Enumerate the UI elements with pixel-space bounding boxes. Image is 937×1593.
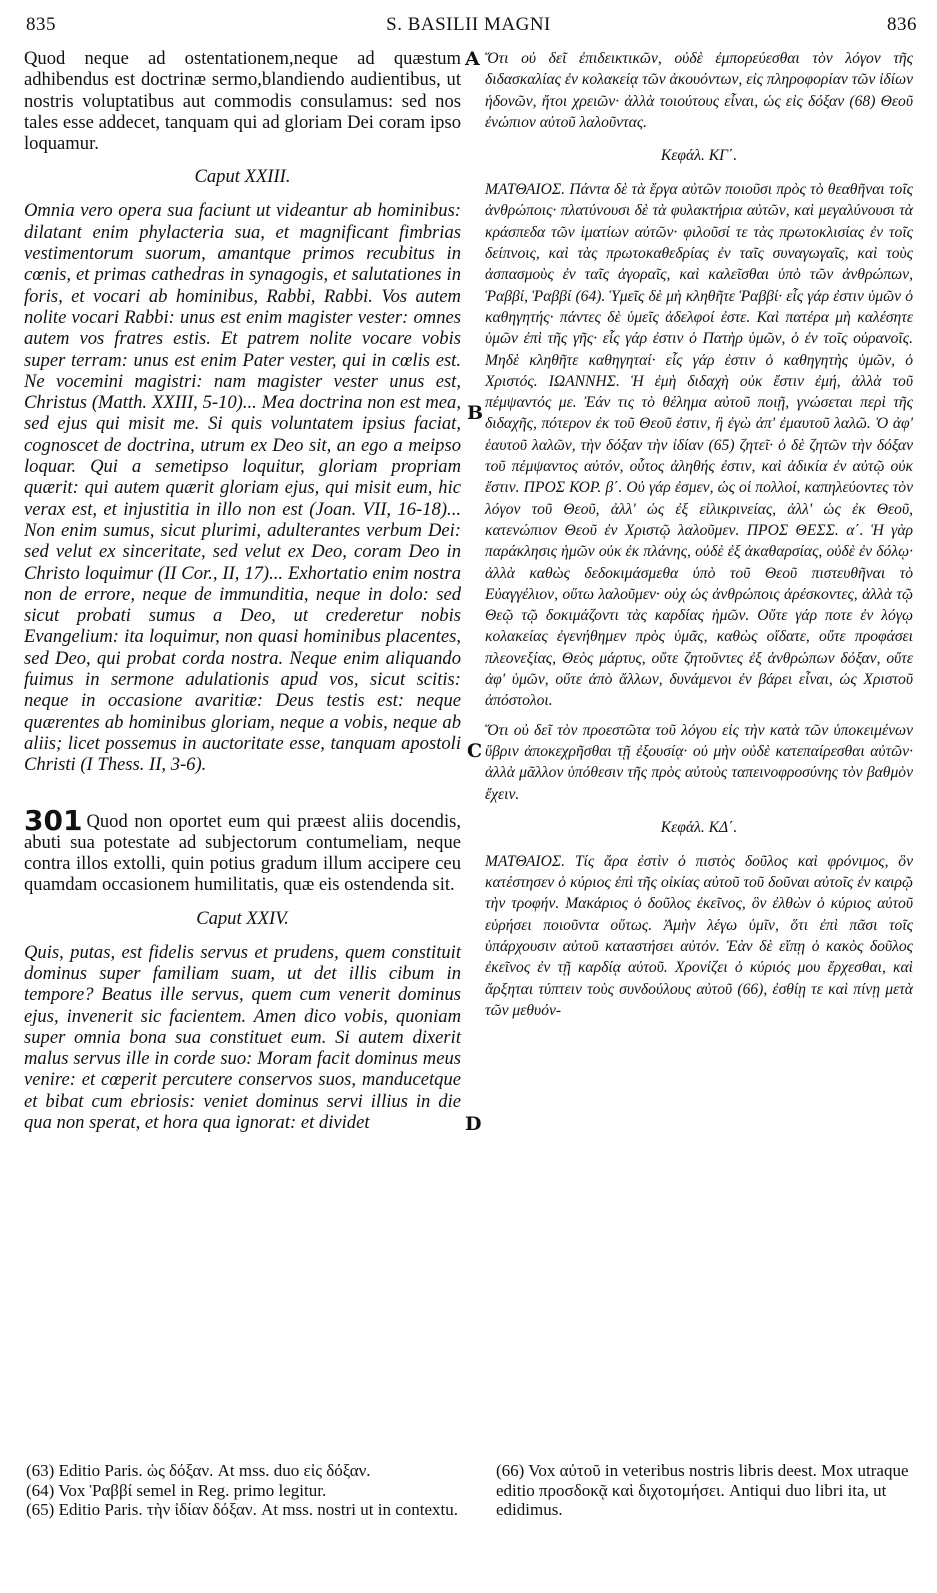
latin-text-23: Omnia vero opera sua faciunt ut videantur ab hominibus: dilatant enim phylacteria sua, et magnificant fimbrias vestimentorum suorum, amantque primos recubitus in cœnis, et primas cathedras in synagogis, et salutationes in foris, et vocari ab hominibus, Rabbi, Rabbi. Vos autem nolite vocari Rabbi: unus est enim magister vester: omnes autem vos fratres estis. Et patrem nolite vocare vobis super terram: unus est enim Pater vester, qui in cœlis est. Ne vocemini magistri: nam magister vester unus est, Christus (Matth. XXIII, 5-10)... Mea doctrina non est mea, sed ejus qui misit me. Si quis voluntatem ipsius faciat, cognoscet de doctrina, utrum ex Deo sit, an ego a meipso loquar. Qui a semetipso loquitur, gloriam propriam quærit: qui autem quærit gloriam ejus, qui misit eum, hic verax est, et injustitia in illo non est (Joan. VII, 16-18)... Non enim sumus, sicut plurimi, adulterantes verbum Dei: sed velut ex sinceritate, sed velut ex Deo, coram Deo in Christo loquimur (II Cor., II, 17)... Exhortatio enim nostra non de errore, neque de immunditia, neque in dolo: sed sicut probati sumus a Deo, ut crederetur nobis Evangelium: ita loquimur, non quasi hominibus placentes, sed Deo, qui probat corda nostra. Neque enim aliquando fuimus in sermone adulationis apud vos, sicut scitis: neque in occasione avaritiæ: Deus testis est: neque quærentes ab hominibus gloriam, neque a vobis, neque ab aliis; licet possemus in auctoritate esse, tanquam apostoli Christi (I Thess. II, 3-6). <box>24 200 461 776</box>
page-number-right: 836 <box>887 14 917 35</box>
greek-column <box>485 48 913 1021</box>
latin-text-24: Quis, putas, est fidelis servus et prudens, quem constituit dominus super familiam suam, ut det illis cibum in tempore? Beatus ille servus, quem cum venerit dominus ejus, invenerit sic facientem. Amen dico vobis, quoniam super omnia bona sua constituet eum. Si autem dixerit malus servus ille in corde suo: Moram facit dominus meus venire: et cœperit percutere conservos suos, manducetque et bibat cum ebriosis: veniet dominus servi illius in die qua non sperat, et hora qua ignorat: et dividet <box>24 941 461 1134</box>
greek-chapter-24: Κεφάλ. ΚΔ΄. <box>660 818 738 836</box>
latin-heading-23: Quod neque ad ostentationem,neque ad quæstum adhibendus est doctrinæ sermo,blandiendo audientibus, ut nostris voluptatibus aut commodis consulamus: sed nos tales esse addecet, tanquam qui ad gloriam Dei coram ipso loquamur. <box>24 48 461 155</box>
page-number-left: 835 <box>26 14 56 35</box>
page-header <box>0 14 937 40</box>
margin-letter-a: A <box>465 48 480 70</box>
latin-heading-24: 301 Quod non oportet eum qui præest aliis docendis, abuti sua potestate ad subjectorum contumeliam, neque contra illos extolli, quin potius gradum illum accipere ceu quamdam occasionem humilitatis, quæ eis ostendenda sit. <box>24 803 461 896</box>
footnote-66: (66) Vox αὐτοῦ in veteribus nostris libris deest. Mox utraque editio προσδοκᾷ καὶ διχοτομήσει. Antiqui duo libri ita, ut edidimus. <box>496 1461 909 1519</box>
footnotes-right <box>496 1461 914 1520</box>
footnotes-left <box>26 1461 466 1520</box>
latin-column <box>24 48 461 1133</box>
greek-heading-24: Ὅτι οὐ δεῖ τὸν προεστῶτα τοῦ λόγου εἰς τὴν κατὰ τῶν ὑποκειμένων ὕβριν ἀποκεχρῆσθαι τῇ ἐξουσίᾳ· οὐ μὴν οὐδὲ κατεπαίρεσθαι αὐτῶν· ἀλλὰ μᾶλλον ὑπόθεσιν τῆς πρὸς αὐτοὺς ταπεινοφροσύνης τὸν βαθμὸν ἔχειν. <box>485 721 913 803</box>
footnote-63: (63) Editio Paris. ὡς δόξαν. At mss. duo εἰς δόξαν. <box>26 1461 371 1480</box>
footnote-65: (65) Editio Paris. τὴν ἰδίαν δόξαν. At mss. nostri ut in contextu. <box>26 1500 458 1519</box>
latin-chapter-23: Caput XXIII. <box>194 166 291 188</box>
running-title: S. BASILII MAGNI <box>386 14 551 35</box>
greek-text-23: ΜΑΤΘΑΙΟΣ. Πάντα δὲ τὰ ἔργα αὐτῶν ποιοῦσι πρὸς τὸ θεαθῆναι τοῖς ἀνθρώποις· πλατύνουσι δὲ τὰ φυλακτήρια αὐτῶν, καὶ μεγαλύνουσι τὰ κράσπεδα τῶν ἱματίων αὐτῶν· φιλοῦσί τε τὰς πρωτοκλισίας ἐν τοῖς δείπνοις, καὶ τὰς πρωτοκαθεδρίας ἐν ταῖς συναγωγαῖς, καὶ τοὺς ἀσπασμοὺς ἐν ταῖς ἀγοραῖς, καὶ καλεῖσθαι ὑπὸ τῶν ἀνθρώπων, Ῥαββί, Ῥαββί (64). Ὑμεῖς δὲ μὴ κληθῆτε Ῥαββί· εἷς γάρ ἐστιν ὑμῶν ὁ καθηγητής· πάντες δὲ ὑμεῖς ἀδελφοί ἐστε. Καὶ πατέρα μὴ καλέσητε ὑμῶν ἐπὶ τῆς γῆς· εἷς γάρ ἐστιν ὁ Πατὴρ ὑμῶν, ὁ ἐν τοῖς οὐρανοῖς. Μηδὲ κληθῆτε καθηγηταί· εἷς γάρ ἐστιν ὁ καθηγητὴς ὑμῶν, ὁ Χριστός. ΙΩΑΝΝΗΣ. Ἡ ἐμὴ διδαχὴ οὐκ ἔστιν ἐμή, ἀλλὰ τοῦ πέμψαντός με. Ἐάν τις τὸ θέλημα αὐτοῦ ποιῇ, γνώσεται περὶ τῆς διδαχῆς, πότερον ἐκ τοῦ Θεοῦ ἐστιν, ἢ ἐγὼ ἀπ' ἐμαυτοῦ λαλῶ. Ὁ ἀφ' ἑαυτοῦ λαλῶν, τὴν δόξαν τὴν ἰδίαν (65) ζητεῖ· ὁ δὲ ζητῶν τὴν δόξαν τοῦ πέμψαντος αὐτόν, οὗτος ἀληθής ἐστιν, καὶ ἀδικία ἐν αὐτῷ οὐκ ἔστιν. ΠΡΟΣ ΚΟΡ. β΄. Οὐ γάρ ἐσμεν, ὡς οἱ πολλοί, καπηλεύοντες τὸν λόγον τοῦ Θεοῦ, ἀλλ' ὡς ἐξ εἰλικρινείας, ἀλλ' ὡς ἐκ Θεοῦ, κατενώπιον Θεοῦ ἐν Χριστῷ λαλοῦμεν. ΠΡΟΣ ΘΕΣΣ. α΄. Ἡ γὰρ παράκλησις ἡμῶν οὐκ ἐκ πλάνης, οὐδὲ ἐξ ἀκαθαρσίας, οὐδὲ ἐν δόλῳ· ἀλλὰ καθὼς δεδοκιμάσμεθα ὑπὸ τοῦ Θεοῦ πιστευθῆναι τὸ Εὐαγγέλιον, οὕτω λαλοῦμεν· οὐχ ὡς ἀνθρώποις ἀρέσκοντες, ἀλλὰ τῷ Θεῷ τῷ δοκιμάζοντι τὰς καρδίας ἡμῶν. Οὔτε γάρ ποτε ἐν λόγῳ κολακείας ἐγενήθημεν πρὸς ὑμᾶς, καθὼς οἴδατε, οὔτε προφάσει πλεονεξίας, Θεὸς μάρτυς, οὔτε ζητοῦντες ἐξ ἀνθρώπων δόξαν, οὔτε ἀφ' ὑμῶν, οὔτε ἀπὸ ἄλλων, δυνάμενοι ἐν βάρει εἶναι, ὡς Χριστοῦ ἀπόστολοι. <box>485 181 913 710</box>
greek-text-24: ΜΑΤΘΑΙΟΣ. Τίς ἄρα ἐστὶν ὁ πιστὸς δοῦλος καὶ φρόνιμος, ὃν κατέστησεν ὁ κύριος ἐπὶ τῆς οἰκίας αὐτοῦ τοῦ δοῦναι αὐτοῖς ἐν καιρῷ τὴν τροφήν. Μακάριος ὁ δοῦλος ἐκεῖνος, ὃν ἐλθὼν ὁ κύριος αὐτοῦ εὑρήσει ποιοῦντα οὕτως. Ἀμὴν λέγω ὑμῖν, ὅτι ἐπὶ πᾶσι τοῖς ὑπάρχουσιν αὐτοῦ καταστήσει αὐτόν. Ἐὰν δὲ εἴπῃ ὁ κακὸς δοῦλος ἐκεῖνος ἐν τῇ καρδίᾳ αὐτοῦ. Χρονίζει ὁ κύριός μου ἔρχεσθαι, καὶ ἄρξηται τύπτειν τοὺς συνδούλους αὐτοῦ (66), ἐσθίῃ τε καὶ πίνῃ μετὰ τῶν μεθυόν- <box>485 852 913 1019</box>
section-number: 301 <box>24 803 83 837</box>
footnote-64: (64) Vox Ῥαββί semel in Reg. primo legitur. <box>26 1480 327 1500</box>
greek-chapter-23: Κεφάλ. ΚΓ΄. <box>660 147 738 165</box>
margin-letter-d: D <box>465 1113 482 1135</box>
margin-letter-b: B <box>467 402 484 424</box>
margin-letter-c: C <box>467 740 483 762</box>
latin-chapter-24: Caput XXIV. <box>196 907 289 929</box>
greek-heading-23: Ὅτι οὐ δεῖ ἐπιδεικτικῶν, οὐδὲ ἐμπορεύεσθαι τὸν λόγον τῆς διδασκαλίας ἐν κολακείᾳ τῶν ἀκουόντων, εἰς πληροφορίαν τῶν ἰδίων ἡδονῶν, ἤτοι χρειῶν· ἀλλὰ τοιούτους εἶναι, ὡς εἰς δόξαν (68) Θεοῦ ἐνώπιον αὐτοῦ λαλοῦντας. <box>485 50 913 131</box>
